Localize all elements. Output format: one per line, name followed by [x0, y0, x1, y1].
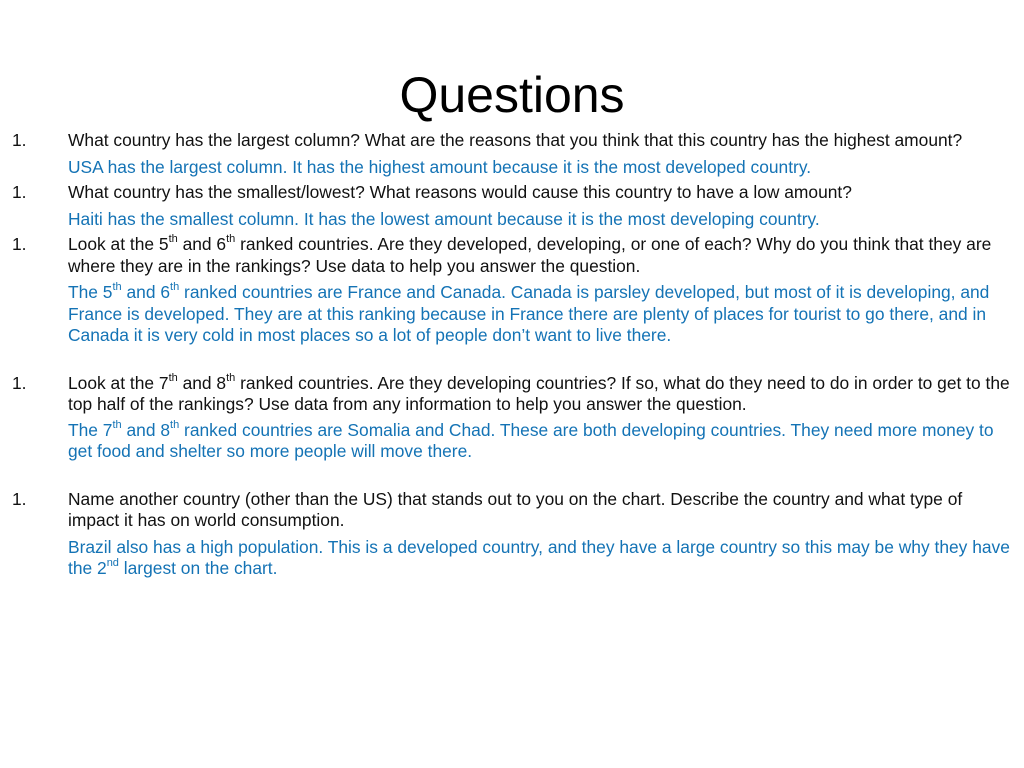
answer-5 — [8, 537, 1016, 580]
question-text-part: Look at the 7 — [68, 372, 169, 393]
slide-title: Questions — [399, 67, 625, 123]
ordinal-suffix: th — [112, 418, 122, 431]
answer-text-part: ranked countries are France and Canada. Canada is parsley developed, but most of it is developing, and France is developed. They are at this ranking because in France there are plenty of places for tourist to go there, and in Canada it is very cold in most places so a lot of people don’t want to live there. — [68, 282, 990, 345]
question-text: Name another country (other than the US) that stands out to you on the chart. Describe the country and what type of impact it has on world consumption. — [68, 488, 963, 530]
question-number: 1. — [12, 372, 27, 393]
answer-text: USA has the largest column. It has the highest amount because it is the most developed country. — [68, 156, 812, 177]
answer-text-part: and 6 — [121, 282, 171, 302]
answer-1 — [8, 157, 1016, 179]
question-text-part: and 8 — [177, 372, 227, 393]
answer-4 — [8, 420, 1016, 463]
answer-2 — [8, 209, 1016, 231]
question-list — [8, 130, 1016, 580]
question-5 — [8, 489, 1016, 532]
ordinal-suffix: th — [112, 281, 122, 294]
question-text-part: ranked countries. Are they developed, developing, or one of each? Why do you think that they are where they are in the rankings? Use data to help you answer the question. — [68, 234, 992, 276]
ordinal-suffix: th — [226, 233, 236, 246]
question-number: 1. — [12, 130, 27, 150]
ordinal-suffix: th — [170, 418, 180, 431]
question-text-part: and 6 — [177, 234, 227, 254]
question-2 — [8, 182, 1016, 204]
question-number: 1. — [12, 182, 27, 202]
ordinal-suffix: th — [170, 281, 180, 294]
ordinal-suffix: th — [226, 371, 236, 384]
question-text: What country has the largest column? What are the reasons that you think that this country has the highest amount? — [68, 130, 963, 150]
answer-text-part: and 8 — [121, 419, 171, 440]
answer-text-part: Brazil also has a high population. This is a developed country, and they have a large country so this may be why they have the 2 — [68, 536, 1010, 578]
question-number: 1. — [12, 234, 27, 254]
answer-text-part: ranked countries are Somalia and Chad. These are both developing countries. They need more money to get food and shelter so more people will move there. — [68, 419, 994, 461]
answer-text-part: largest on the chart. — [118, 558, 278, 578]
ordinal-suffix: th — [168, 233, 178, 246]
question-3 — [8, 234, 1016, 277]
answer-text: Haiti has the smallest column. It has the lowest amount because it is the most developing country. — [68, 208, 820, 229]
question-number: 1. — [12, 488, 27, 509]
question-4 — [8, 373, 1016, 416]
answer-text-part: The 7 — [68, 419, 113, 440]
question-1 — [8, 130, 1016, 152]
question-text-part: Look at the 5 — [68, 234, 169, 254]
ordinal-suffix: nd — [106, 557, 119, 570]
ordinal-suffix: th — [168, 371, 178, 384]
answer-3 — [8, 282, 1016, 347]
answer-text-part: The 5 — [68, 282, 113, 302]
question-text-part: ranked countries. Are they developing countries? If so, what do they need to do in order to get to the top half of the rankings? Use data from any information to help you answer the question. — [68, 372, 1010, 414]
question-text: What country has the smallest/lowest? What reasons would cause this country to have a low amount? — [68, 182, 852, 202]
